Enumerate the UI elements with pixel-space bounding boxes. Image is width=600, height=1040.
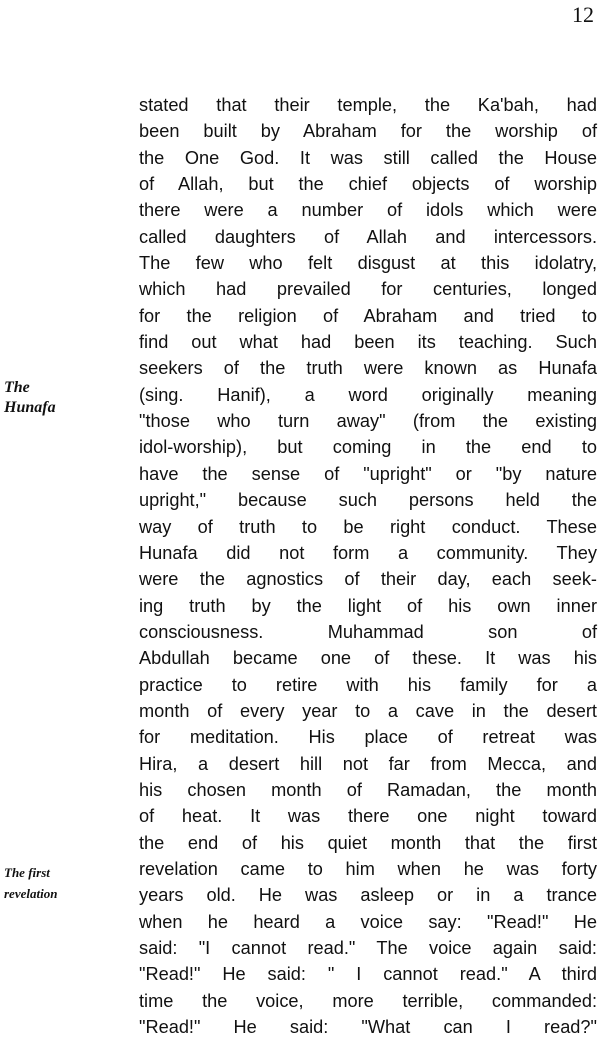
margin-note-first-revelation — [4, 862, 57, 904]
text-line: consciousness. Muhammad son of — [139, 621, 597, 642]
body-paragraph — [139, 92, 597, 1040]
text-line: the end of his quiet month that the first — [139, 832, 597, 853]
text-line: "Read!" He said: " I cannot read." A third — [139, 964, 597, 985]
text-line: upright," because such persons held the — [139, 490, 597, 511]
text-line: idol-worship), but coming in the end to — [139, 437, 597, 458]
text-line: which had prevailed for centuries, longed — [139, 279, 597, 300]
margin-note-line: The — [4, 379, 30, 396]
text-line: seekers of the truth were known as Hunafa — [139, 358, 597, 379]
text-line: (sing. Hanif), a word originally meaning — [139, 384, 597, 405]
text-line: stated that their temple, the Ka'bah, had — [139, 95, 597, 115]
text-line: for the religion of Abraham and tried to — [139, 305, 597, 326]
text-line: were the agnostics of their day, each seek- — [139, 569, 597, 590]
text-line: month of every year to a cave in the desert — [139, 700, 597, 721]
text-line: time the voice, more terrible, commanded: — [139, 990, 597, 1011]
margin-note-hunafa — [4, 378, 56, 418]
text-line: Abdullah became one of these. It was his — [139, 648, 597, 669]
text-line: of Allah, but the chief objects of worship — [139, 174, 597, 195]
page-number: 12 — [572, 2, 594, 27]
text-line: said: "I cannot read." The voice again said: — [139, 938, 597, 958]
text-line: find out what had been its teaching. Such — [139, 332, 597, 353]
text-line: Hira, a desert hill not far from Mecca, and — [139, 753, 597, 774]
text-line: have the sense of "upright" or "by nature — [139, 463, 597, 484]
text-line: "Read!" He said: "What can I read?" — [139, 1017, 597, 1038]
text-line: there were a number of idols which were — [139, 200, 597, 221]
text-line: years old. He was asleep or in a trance — [139, 885, 597, 906]
text-line: the One God. It was still called the House — [139, 147, 597, 168]
text-line: for meditation. His place of retreat was — [139, 727, 597, 748]
text-line: called daughters of Allah and intercessors. — [139, 226, 597, 247]
text-line: revelation came to him when he was forty — [139, 858, 597, 879]
text-line: "those who turn away" (from the existing — [139, 411, 597, 432]
text-line: when he heard a voice say: "Read!" He — [139, 911, 597, 932]
text-line: The few who felt disgust at this idolatry, — [139, 253, 597, 274]
margin-note-line: Hunafa — [4, 399, 56, 416]
text-line: ing truth by the light of his own inner — [139, 595, 597, 616]
text-line: been built by Abraham for the worship of — [139, 121, 597, 142]
text-line: Hunafa did not form a community. They — [139, 542, 597, 563]
text-line: his chosen month of Ramadan, the month — [139, 779, 597, 800]
text-line: practice to retire with his family for a — [139, 674, 597, 695]
text-line: of heat. It was there one night toward — [139, 806, 597, 827]
margin-note-line: revelation — [4, 886, 58, 901]
margin-note-line: The first — [4, 865, 50, 880]
text-line: way of truth to be right conduct. These — [139, 516, 597, 537]
